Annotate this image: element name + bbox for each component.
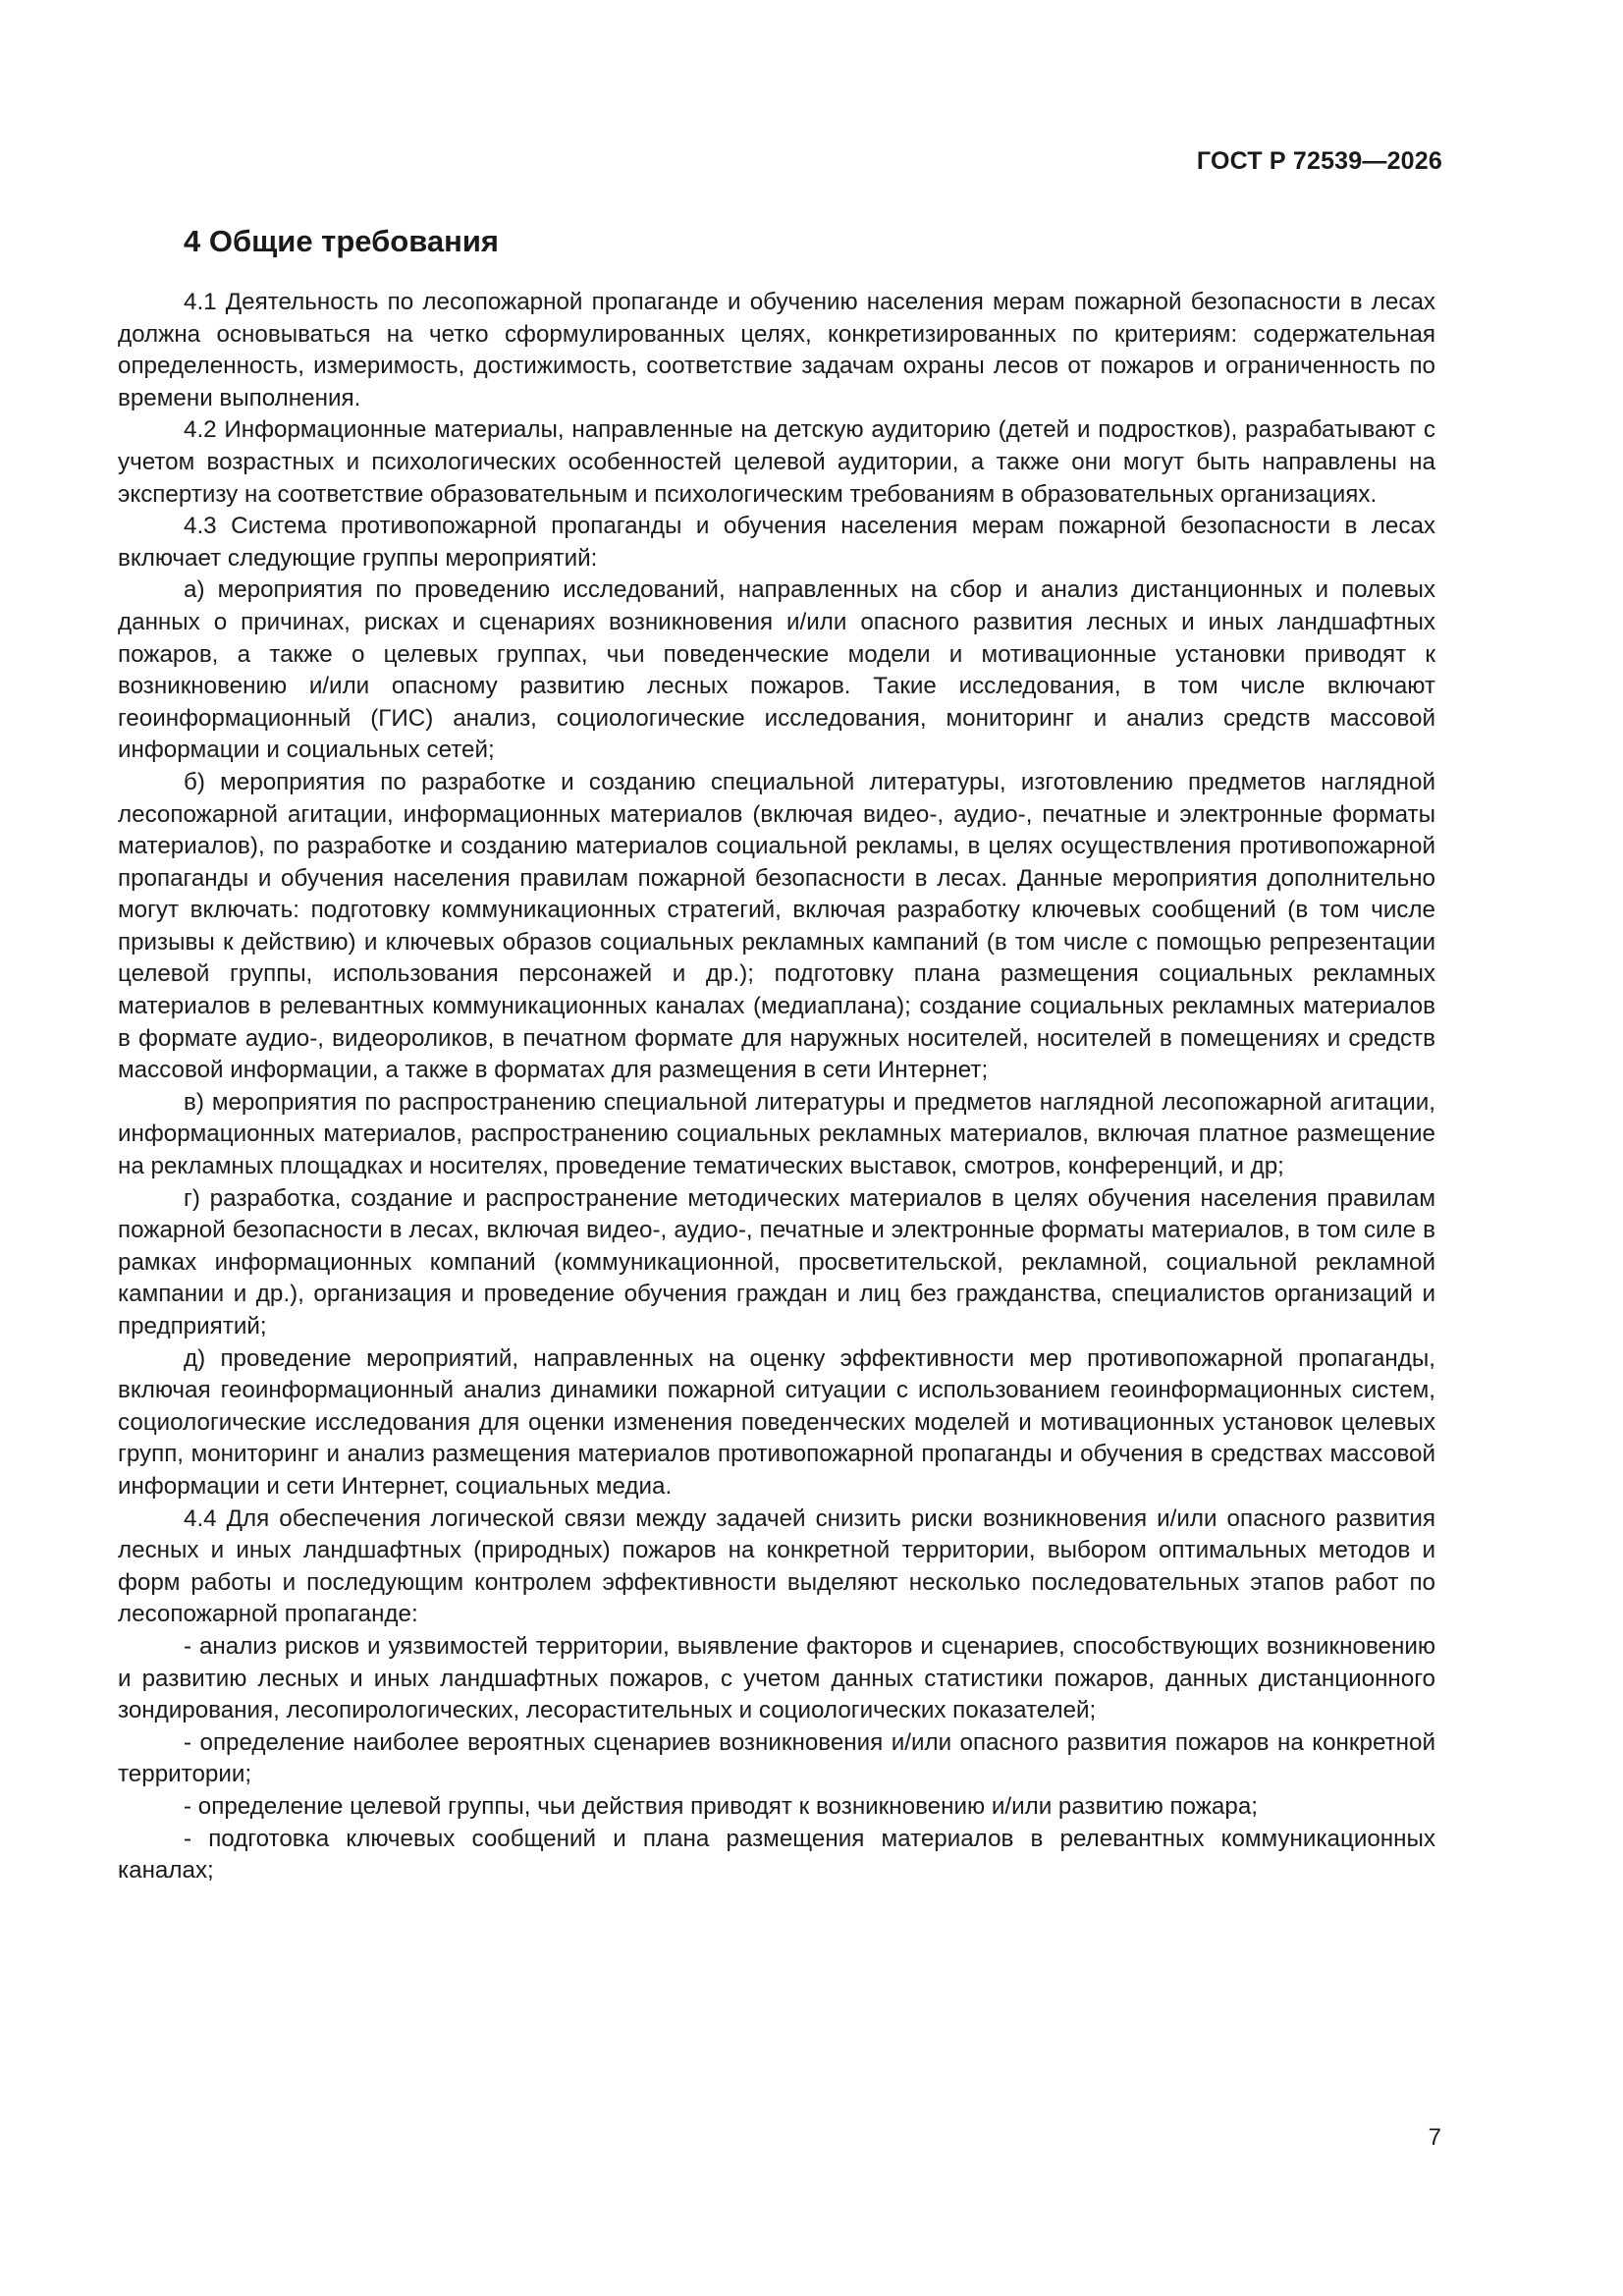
dash-item-risk-analysis: - анализ рисков и уязвимостей территории, выявление факторов и сценариев, способствующих возникновению и развитию лесных и иных ландшафтных пожаров, с учетом данных статистики пожаров, данных дистанционного зондирования, лесопирологических, лесорастительных и социологических показателей; xyxy=(118,1632,1435,1724)
paragraph-4-3: 4.3 Система противопожарной пропаганды и обучения населения мерам пожарной безопасности в лесах включает следующие группы мероприятий: xyxy=(118,513,1435,572)
list-item-d: д) проведение мероприятий, направленных на оценку эффективности мер противопожарной пропаганды, включая геоинформационный анализ динамики пожарной ситуации с использованием геоинформационных систем, социологические исследования для оценки изменения поведенческих моделей и мотивационных установок целевых групп, мониторинг и анализ размещения материалов противопожарной пропаганды и обучения в средствах массовой информации и сети Интернет, социальных медиа. xyxy=(118,1344,1435,1500)
dash-item-scenarios: - определение наиболее вероятных сценариев возникновения и/или опасного развития пожаров на конкретной территории; xyxy=(118,1728,1435,1788)
paragraph-4-1: 4.1 Деятельность по лесопожарной пропаганде и обучению населения мерам пожарной безопасности в лесах должна основываться на четко сформулированных целях, конкретизированных по критериям: содержательная определенность, измеримость, достижимость, соответствие задачам охраны лесов от пожаров и ограниченность по времени выполнения. xyxy=(118,289,1435,411)
list-item-b: б) мероприятия по разработке и созданию специальной литературы, изготовлению предметов наглядной лесопожарной агитации, информационных материалов (включая видео-, аудио-, печатные и электронные форматы материалов), по разработке и созданию материалов социальной рекламы, в целях осуществления противопожарной пропаганды и обучения населения правилам пожарной безопасности в лесах. Данные мероприятия дополнительно могут включать: подготовку коммуникационных стратегий, включая разработку ключевых сообщений (в том числе призывы к действию) и ключевых образов социальных рекламных кампаний (в том числе с помощью репрезентации целевой группы, использования персонажей и др.); подготовку плана размещения социальных рекламных материалов в релевантных коммуникационных каналах (медиаплана); создание социальных рекламных материалов в формате аудио-, видеороликов, в печатном формате для наружных носителей, носителей в помещениях и средств массовой информации, а также в форматах для размещения в сети Интернет; xyxy=(118,768,1435,1084)
section-title: 4 Общие требования xyxy=(184,224,499,258)
document-code: ГОСТ Р 72539—2026 xyxy=(1196,147,1442,175)
dash-item-target-group: - определение целевой группы, чьи действия приводят к возникновению и/или развитию пожара; xyxy=(184,1792,1258,1820)
list-item-g: г) разработка, создание и распространение методических материалов в целях обучения населения правилам пожарной безопасности в лесах, включая видео-, аудио-, печатные и электронные форматы материалов, в том силе в рамках информационных компаний (коммуникационной, просветительской, рекламной, социальной рекламной кампании и др.), организация и проведение обучения граждан и лиц без гражданства, специалистов организаций и предприятий; xyxy=(118,1184,1435,1339)
page-number: 7 xyxy=(1428,2124,1441,2151)
list-item-v: в) мероприятия по распространению специальной литературы и предметов наглядной лесопожарной агитации, информационных материалов, распространению социальных рекламных материалов, включая платное размещение на рекламных площадках и носителях, проведение тематических выставок, смотров, конференций, и др; xyxy=(118,1088,1435,1180)
paragraph-4-2: 4.2 Информационные материалы, направленные на детскую аудиторию (детей и подростков), разрабатывают с учетом возрастных и психологических особенностей целевой аудитории, а также они могут быть направлены на экспертизу на соответствие образовательным и психологическим требованиям в образовательных организациях. xyxy=(118,416,1435,508)
paragraph-4-4: 4.4 Для обеспечения логической связи между задачей снизить риски возникновения и/или опасного развития лесных и иных ландшафтных (природных) пожаров на конкретной территории, выбором оптимальных методов и форм работы и последующим контролем эффективности выделяют несколько последовательных этапов работ по лесопожарной пропаганде: xyxy=(118,1504,1435,1628)
dash-item-key-messages: - подготовка ключевых сообщений и плана размещения материалов в релевантных коммуникационных каналах; xyxy=(118,1825,1435,1885)
list-item-a: а) мероприятия по проведению исследований, направленных на сбор и анализ дистанционных и полевых данных о причинах, рисках и сценариях возникновения и/или опасного развития лесных и иных ландшафтных пожаров, а также о целевых группах, чьи поведенческие модели и мотивационные установки приводят к возникновению и/или опасному развитию лесных пожаров. Такие исследования, в том числе включают геоинформационный (ГИС) анализ, социологические исследования, мониторинг и анализ средств массовой информации и социальных сетей; xyxy=(118,576,1435,764)
body-text xyxy=(118,287,1435,1887)
